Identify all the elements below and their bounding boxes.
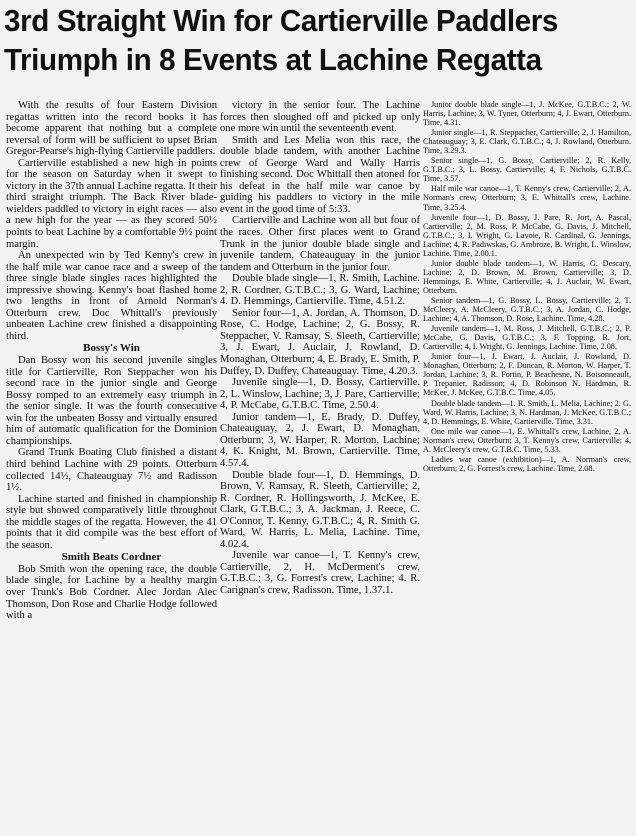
result-entry: Ladies war canoe (exhibition)—1, A. Norman's crew, Otterburn; 2, G. Forrest's crew, Lachine. Time, 2.08. — [423, 454, 631, 473]
subheading: Smith Beats Cordner — [61, 551, 162, 564]
result-entry: Junior double blade tandem—1, W. Harris, G. Descary, Lachine; 2, D. Brown, M. Brown, Cartierville; 3, D. Hemmings, E. White, Cartierville; 4, J. Auclair, W. Ewart, Otterburn. — [423, 258, 631, 295]
result-entry: Juvenile four—1, D. Bossy, J. Pare, R. Jort, A. Pascal, Cartierville; 2, M. Ross, P. McCabe, G. Davis, J. Mitchell, G.T.B.C.; 3, I. Wright, G. Lavoie, R. Cardinal, G. Jennings, Lachine; 4, R. Padiwskas, G. Ambroze, B. Wright, L. Winslow, Lachine. Time, 2.00.1. — [423, 212, 631, 258]
headline — [4, 2, 615, 80]
paragraph: Dan Bossy won his second juvenile singles title for Cartierville, Ron Steppacher won his second race in the junior single and George Bossy romped to an extremely easy triumph in the senior single. It was the fourth consecutive win for the unbeaten Bossy and virtually ensured him of automatic qualification for the Dominion championships. — [6, 355, 217, 447]
article-column-1 — [6, 100, 217, 834]
paragraph: With the results of four Eastern Division regattas written into the record books it has become apparent that nothing but a complete reversal of form will be sufficient to upset Brian Gregor-Pearse's high-flying Cartierville paddlers. — [6, 100, 217, 158]
result-entry: Senior four—1, A. Jordan, A. Thomson, D. Rose, C. Hodge, Lachine; 2, G. Bossy, R. Steppacher, V. Ramsay, S. Sleeth, Cartierville; 3, J. Ewart, J. Auclair, J. Rowland, D. Monaghan, Otterburn; 4, E. Brady, E. Smith, P. Duffey, D. Duffey, Chateauguay. Time, 4.20.3. — [220, 307, 420, 377]
result-entry: Senior tandem—1, G. Bossy, L. Bossy, Cartierville; 2, T. McCleery, A. McCleery, G.T.B.C.; 3, A. Jordan, C. Hodge, Lachine; 4, A. Thomson, D. Rose, Lachine. Time, 4.28. — [423, 295, 631, 324]
paragraph: Cartierville and Lachine won all but four of the races. Other first places went to Grand Trunk in the junior double blade single and juvenile tandem, Chateauguay in the junior tandem and Otterburn in the junior four. — [220, 215, 420, 273]
headline-line-2: Triumph in 8 Events at Lachine Regatta — [4, 43, 542, 77]
result-entry: Junior double blade single—1, J. McKee, G.T.B.C.; 2, W. Harris, Lachine; 3, W. Tyner, Otterburn; 4, J. Ewart, Otterburn. Time, 4.31. — [423, 100, 631, 128]
paragraph: An unexpected win by Ted Kenny's crew in the half mile war canoe race and a sweep of the three single blade singles races highlighted the impressive showing. Kenny's boat flashed home two lengths in front of Arnold Norman's Otterburn crew. Doc Whittall's previously unbeaten Lachine crew finished a disappointing third. — [6, 250, 217, 342]
result-entry: Junior tandem—1, E. Brady, D. Duffey, Chateauguay, 2, J. Ewart, D. Monaghan, Otterburn; 3, W. Harper, R. Morton, Lachine; 4, K. Knight, M. Brown, Cartierville. Time, 4.57.4. — [220, 411, 420, 469]
paragraph: Grand Trunk Boating Club finished a distant third behind Lachine with 29 points. Otterburn collected 14½, Chateauguay 7½ and Radisson 1½. — [6, 447, 217, 494]
result-entry: Juvenile war canoe—1, T. Kenny's crew, Cartierville, 2, H. McDerment's crew, G.T.B.C.; 3, G. Forrest's crew, Lachine; 4. R. Carignan's crew, Radisson. Time, 1.37.1. — [220, 550, 420, 596]
result-entry: Double blade four—1, D. Hemmings, D. Brown, V. Ramsay, R. Sleeth, Cartierville; 2, R. Cordner, R. Hollingsworth, J. McKee, E. Clark, G.T.B.C.; 3, A. Jackman, J. Reece, C. O'Connor, T. Kenny, G.T.B.C.; 4, R. Smith G. Ward, W. Harris, L. Melia, Lachine. Time, 4.02.4. — [220, 469, 420, 550]
article-column-2 — [220, 100, 420, 834]
result-entry: Juvenile single—1, D. Bossy, Cartierville. 2, L. Winslow, Lachine; 3, J. Pare, Cartierville; 4, P. McCabe, G.T.B.C. Time, 2.50.4. — [220, 377, 420, 412]
headline-line-1: 3rd Straight Win for Cartierville Paddlers — [4, 4, 558, 38]
paragraph: Bob Smith won the opening race, the double blade single, for Lachine by a healthy margin over Trunk's Bob Cordner. Alec Jordan Alec Thomson, Don Rose and Charlie Hodge followed with a — [6, 563, 217, 622]
paragraph: Lachine started and finished in championship style but showed comparatively little throughout the middle stages of the regatta. However, the 41 points that it did compile was the best effort of the season. — [6, 493, 217, 551]
results-column — [423, 100, 631, 834]
result-entry: Half mile war canoe—1, T. Kenny's crew, Cartierville; 2, A. Norman's crew, Otterburn; 3, E. Whittall's crew, Lachine. Time, 3.25.4. — [423, 184, 631, 212]
result-entry: Juvenile tandem—1, M. Ross, J. Mitchell, G.T.B.C.; 2, P. McCabe, G. Davis, G.T.B.C.; 3, F. Topping, R. Jort, Cartierville; 4, I. Wright, G. Jennings, Lachine. Time, 2.08. — [423, 324, 631, 352]
result-entry: Junior four—1, J. Ewart, J. Auclair, J. Rowland, D. Monaghan, Otterburn; 2, F. Duncan, R. Morton, W. Harper, T. Jordan, Lachine; 3, R. Fortin, P. Beachesne, N. Boisonneault, P. Trepanier, Radisson; 4, D. Robinson N. Hardman, R. McKee, J. McKee, G.T.B.C. Time, 4.05. — [423, 352, 631, 398]
result-entry: Double blade single—1, R. Smith, Lachine. 2, R. Cordner, G.T.B.C.; 3, G. Ward, Lachine; 4. D. Hemmings, Cartierville. Time, 4.51.2. — [220, 273, 420, 308]
result-entry: Junior single—1, R. Steppacher, Cartierville; 2, J. Hamilton, Chateauguay; 3, E. Clark, G.T.B.C.; 4, J. Rowland, Otterburn. Time, 3.29.3. — [423, 128, 631, 156]
result-entry: Double blade tandem—1. R. Smith, L. Melia, Lachine; 2. G. Ward, W. Harris, Lachine; 3, N. Hardman, J. McKee, G.T.B.C.; 4, D. Hemmings, E. White, Cartierville. Time, 3.31. — [423, 398, 631, 426]
result-entry: Senior single—1, G. Bossy, Cartierville; 2, R. Kelly, G.T.B.C.; 3, L. Bossy, Cartierville; 4, F. Nichols, G.T.B.C. Time, 3.57. — [423, 156, 631, 184]
subheading: Bossy's Win — [83, 342, 140, 355]
paragraph: Smith and Les Melia won this race, the double blade tandem, with another Lachine crew of George Ward and Wally Harris finishing second. Doc Whittall then atoned for his defeat in the half mile war canoe by guiding his paddlers to victory in the mile event in the good time of 5:33. — [220, 134, 420, 215]
result-entry: One mile war canoe—1, E. Whittall's crew, Lachine, 2, A. Norman's crew, Otterburn; 3, T. Kenny's crew, Cartierville; 4, A. McCleery's crew, G.T.B.C. Time, 5.33. — [423, 426, 631, 454]
paragraph: Cartierville established a new high in points for the season on Saturday when it swept to victory in the 37th annual Lachine regatta. It their third straight triumph. The Back River blade-wielders paddled to victory in eight races — also a new high for the year — as they scored 50½ points to beat Lachine by a comfortable 9½ point margin. — [6, 157, 217, 250]
paragraph: victory in the senior four. The Lachine forces then sloughed off and picked up only one more win until the seventeenth event. — [220, 100, 420, 135]
